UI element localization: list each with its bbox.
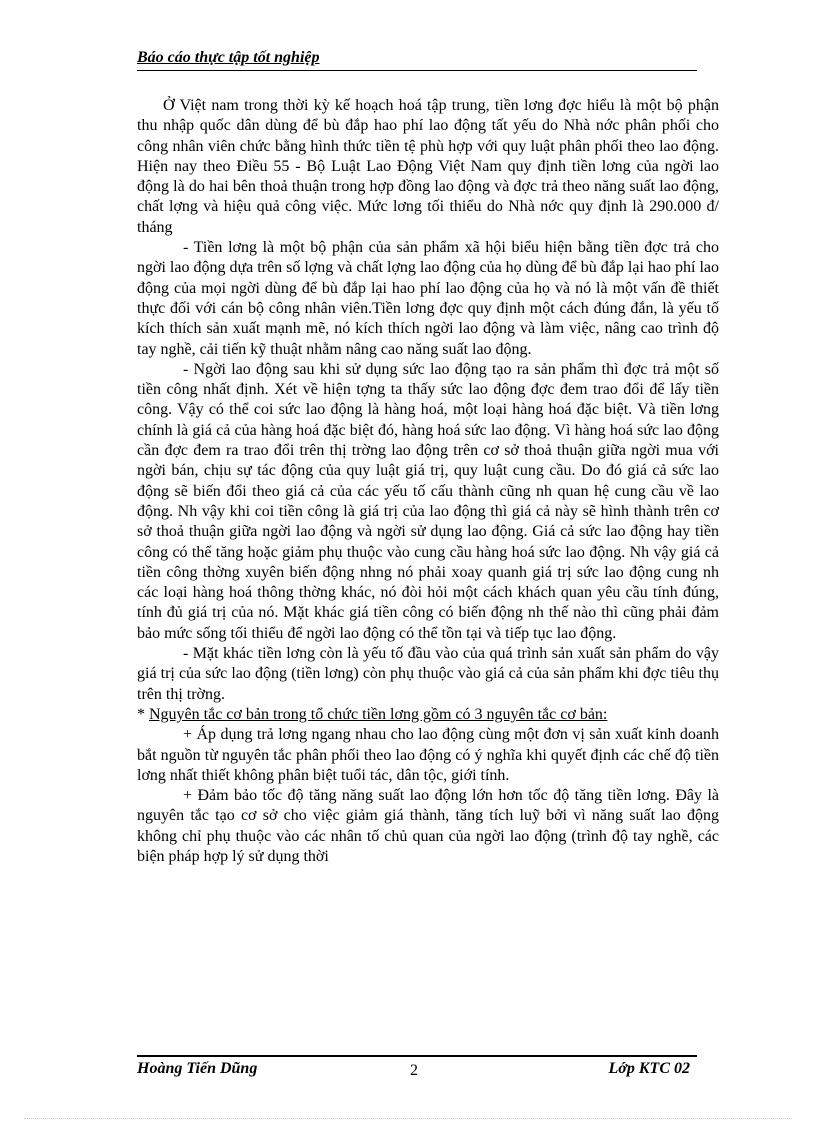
page-edge-divider bbox=[24, 1118, 792, 1119]
document-body bbox=[137, 96, 719, 867]
footer-divider bbox=[137, 1055, 697, 1057]
bullet-star: * bbox=[137, 705, 149, 723]
header-divider bbox=[137, 70, 697, 71]
paragraph-4: - Mặt khác tiền lơng còn là yếu tố đầu vào của quá trình sản xuất sản phẩm do vậy giá trị của sức lao động (tiền lơng) còn phụ thuộc vào giá cả của sản phẩm khi đợc tiêu thụ trên thị trờng. bbox=[137, 645, 719, 703]
paragraph-2: - Tiền lơng là một bộ phận của sản phẩm xã hội biểu hiện bằng tiền đợc trả cho ngời lao động dựa trên số lợng và chất lợng lao động của họ dùng để bù đắp lại hao phí lao động của mọi ngời dùng để bù đắp lại hao phí lao động của họ và nó là một vấn đề thiết thực đối với cán bộ công nhân viên.Tiền lơng đợc quy định một cách đúng đắn, là yếu tố kích thích sản xuất mạnh mẽ, nó kích thích ngời lao động và làm việc, nâng cao trình độ tay nghề, cải tiến kỹ thuật nhằm nâng cao năng suất lao động. bbox=[137, 239, 719, 358]
page-number: 2 bbox=[410, 1062, 418, 1079]
principles-heading-paragraph bbox=[137, 705, 719, 725]
paragraph-principle-2: + Đảm bảo tốc độ tăng năng suất lao động lớn hơn tốc độ tăng tiền lơng. Đây là nguyên tắc tạo cơ sở cho việc giảm giá thành, tăng tích luỹ bởi vì năng suất lao động không chỉ phụ thuộc vào các nhân tố chủ quan của ngời lao động (trình độ tay nghề, các biện pháp hợp lý sử dụng thời bbox=[137, 787, 719, 865]
footer-author: Hoàng Tiến Dũng bbox=[137, 1060, 258, 1077]
principles-heading: Nguyên tắc cơ bản trong tổ chức tiền lơng gồm có 3 nguyên tắc cơ bản: bbox=[149, 705, 608, 723]
page-header-title: Báo cáo thực tập tốt nghiệp bbox=[137, 49, 320, 66]
footer-class-label: Lớp KTC 02 bbox=[608, 1060, 690, 1077]
paragraph-1: Ở Việt nam trong thời kỳ kế hoạch hoá tập trung, tiền lơng đợc hiểu là một bộ phận thu nhập quốc dân dùng để bù đắp hao phí lao động tất yếu do Nhà nớc phân phối cho công nhân viên chức bằng hình thức tiền tệ phù hợp với quy luật phân phối theo lao động. Hiện nay theo Điều 55 - Bộ Luật Lao Động Việt Nam quy định tiền lơng của ngời lao động là do hai bên thoả thuận trong hợp đồng lao động và đợc trả theo năng suất lao động, chất lợng và hiệu quả công việc. Mức lơng tối thiểu do Nhà nớc quy định là 290.000 đ/ tháng bbox=[137, 97, 719, 236]
paragraph-3: - Ngời lao động sau khi sử dụng sức lao động tạo ra sản phẩm thì đợc trả một số tiền công nhất định. Xét về hiện tợng ta thấy sức lao động đợc đem trao đổi để lấy tiền công. Vậy có thể coi sức lao động là hàng hoá, một loại hàng hoá đặc biệt. Và tiền lơng chính là giá cả của hàng hoá đặc biệt đó, hàng hoá sức lao động. Vì hàng hoá sức lao động cần đợc đem ra trao đổi trên thị trờng lao động trên cơ sở thoả thuận giữa ngời mua với ngời bán, chịu sự tác động của quy luật giá trị, quy luật cung cầu. Do đó giá cả sức lao động sẽ biến đổi theo giá cả của các yếu tố cấu thành cũng nh quan hệ cung cầu về lao động. Nh vậy khi coi tiền công là giá trị của lao động thì giá cả này sẽ hình thành trên cơ sở thoả thuận giữa ngời lao động và ngời sử dụng lao động. Giá cả sức lao động hay tiền công có thể tăng hoặc giảm phụ thuộc vào cung cầu hàng hoá sức lao động. Nh vậy giá cả tiền công thờng xuyên biến động nhng nó phải xoay quanh giá trị sức lao động cung nh các loại hàng hoá thông thờng khác, nó đòi hỏi một cách khách quan yêu cầu tính đúng, tính đủ giá trị của nó. Mặt khác giá tiền công có biến động nh thế nào thì cũng phải đảm bảo mức sống tối thiểu để ngời lao động có thể tồn tại và tiếp tục lao động. bbox=[137, 360, 719, 642]
paragraph-principle-1: + Áp dụng trả lơng ngang nhau cho lao động cùng một đơn vị sản xuất kinh doanh bắt nguồn từ nguyên tắc phân phối theo lao động có ý nghĩa khi quyết định các chế độ tiền lơng nhất thiết không phân biệt tuổi tác, dân tộc, giới tính. bbox=[137, 726, 719, 784]
